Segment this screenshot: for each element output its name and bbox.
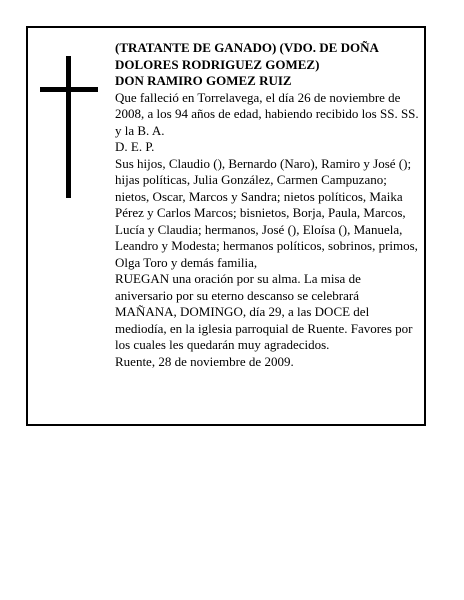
notice-text	[115, 40, 420, 370]
family-list: Sus hijos, Claudio (), Bernardo (Naro), Ramiro y José (); hijas políticas, Julia González, Carmen Campuzano; nietos, Oscar, Marcos y Sandra; nietos políticos, Maika Pérez y Carlos Marcos; bisnietos, Borja, Paula, Marcos, Lucía y Claudia; hermanos, José (), Eloísa (), Manuela, Leandro y Modesta; hermanos políticos, sobrinos, primos, Olga Toro y demás familia,	[115, 155, 418, 270]
deceased-name: DON RAMIRO GOMEZ RUIZ	[115, 73, 292, 88]
place-date: Ruente, 28 de noviembre de 2009.	[115, 353, 294, 369]
obituary-notice	[26, 26, 426, 426]
death-statement: Que falleció en Torrelavega, el día 26 de noviembre de 2008, a los 94 años de edad, habiendo recibido los SS. SS. y la B. A.	[115, 89, 419, 138]
notice-header-line1: (TRATANTE DE GANADO) (VDO. DE DOÑA DOLORES RODRIGUEZ GOMEZ)	[115, 40, 379, 72]
rip-line: D. E. P.	[115, 139, 155, 154]
mass-request: RUEGAN una oración por su alma. La misa de aniversario por su eterno descanso se celebrará MAÑANA, DOMINGO, día 29, a las DOCE del mediodía, en la iglesia parroquial de Ruente. Favores por los cuales les quedarán muy agradecidos.	[115, 271, 413, 352]
cross-horizontal-bar	[40, 87, 98, 92]
cross-vertical-bar	[66, 56, 71, 198]
cross-icon	[40, 56, 98, 198]
